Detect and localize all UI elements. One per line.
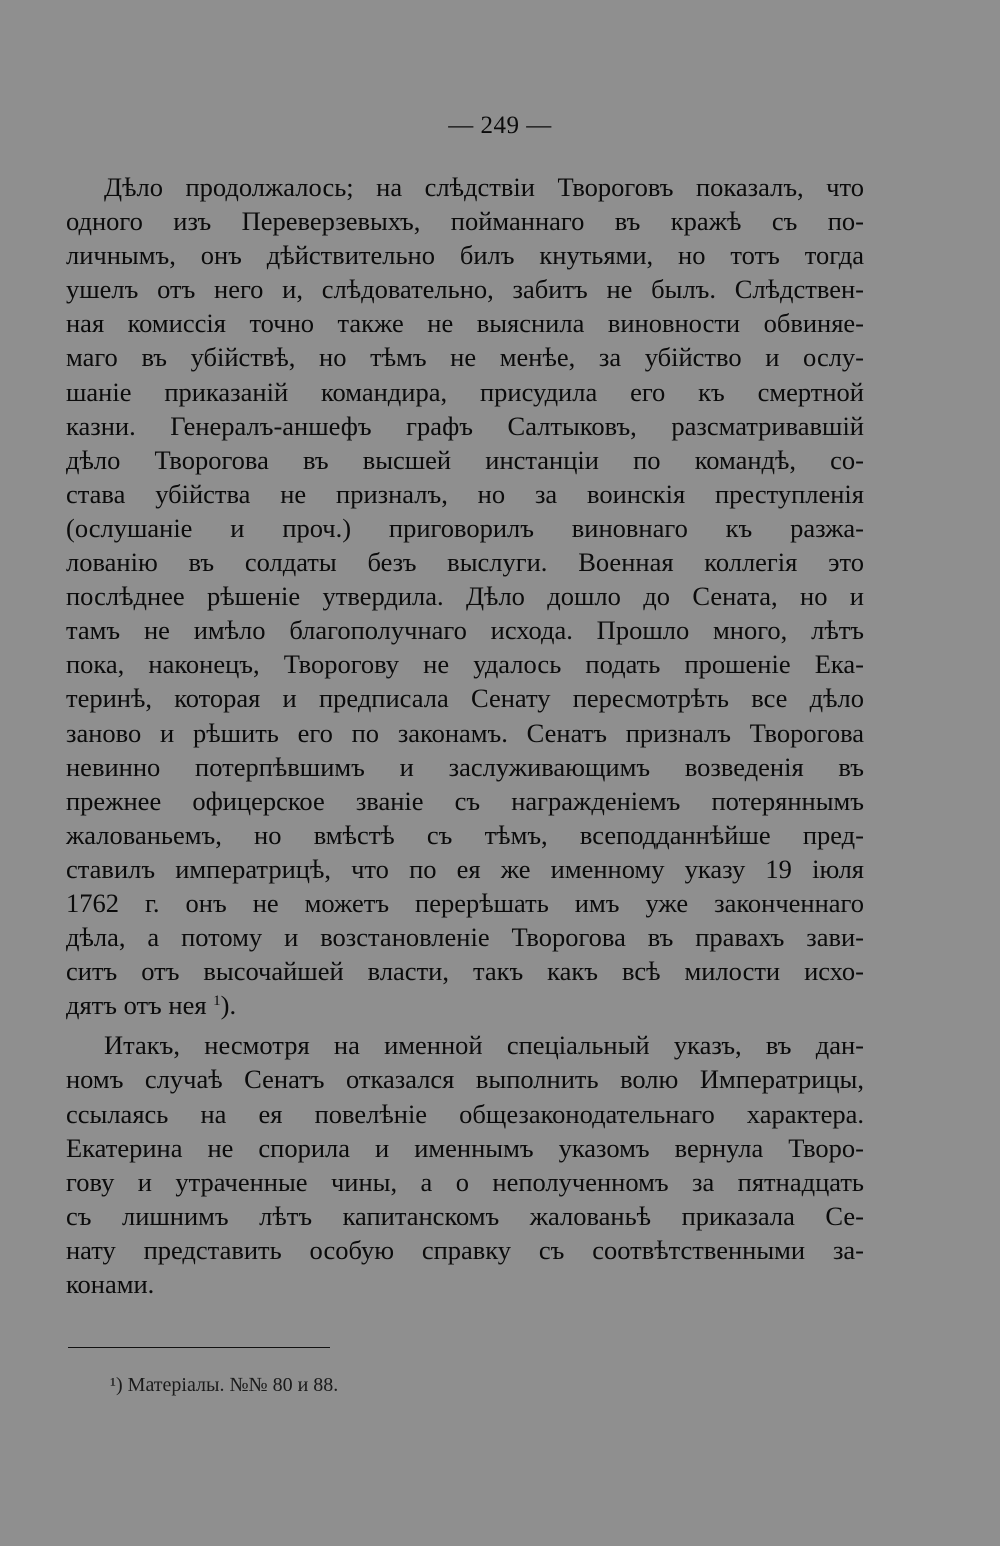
line-text: Екатерина не спорила и именнымъ указомъ вернула Творо- <box>66 1132 864 1163</box>
text-line <box>66 954 864 988</box>
line-text: теринѣ, которая и предписала Сенату пересмотрѣть все дѣло <box>66 683 864 714</box>
text-line <box>66 1199 864 1233</box>
line-text: ситъ отъ высочайшей власти, такъ какъ всѣ милости исхо- <box>66 956 864 987</box>
text-line <box>66 511 864 545</box>
line-text: лованію въ солдаты безъ выслуги. Военная коллегія это <box>66 547 864 578</box>
line-text: конами. <box>66 1269 155 1299</box>
text-line <box>66 1097 864 1131</box>
text-line <box>66 1028 864 1062</box>
text-line <box>66 477 864 511</box>
line-text: казни. Генералъ-аншефъ графъ Салтыковъ, разсматривавшій <box>66 410 864 441</box>
footnote-marker: ¹) <box>110 1374 123 1396</box>
line-text: съ лишнимъ лѣтъ капитанскомъ жалованьѣ приказала Се- <box>66 1200 864 1231</box>
text-line <box>66 886 864 920</box>
text-line <box>66 204 864 238</box>
line-text: Дѣло продолжалось; на слѣдствіи Твороговъ показалъ, что <box>104 172 864 202</box>
footnote-ref-closing: ). <box>220 990 237 1021</box>
line-text: номъ случаѣ Сенатъ отказался выполнить волю Императрицы, <box>66 1064 864 1095</box>
line-text: личнымъ, онъ дѣйствительно билъ кнутьями, но тотъ тогда <box>66 240 864 271</box>
line-text: ставилъ императрицѣ, что по ея же именному указу 19 іюля <box>66 853 864 884</box>
text-line <box>66 545 864 579</box>
text-line <box>66 1233 864 1267</box>
line-text: ушелъ отъ него и, слѣдовательно, забитъ не былъ. Слѣдствен- <box>66 274 864 305</box>
text-line <box>66 1165 864 1199</box>
line-text: послѣднее рѣшеніе утвердила. Дѣло дошло до Сената, но и <box>66 581 864 612</box>
line-text: шаніе приказаній командира, присудила его къ смертной <box>66 376 864 407</box>
footnote <box>110 1374 338 1397</box>
text-line <box>66 1267 864 1301</box>
text-line <box>66 340 864 374</box>
text-line <box>66 818 864 852</box>
line-text: дѣло Творогова въ высшей инстанціи по командѣ, со- <box>66 444 864 475</box>
text-line <box>66 306 864 340</box>
line-text: става убійства не призналъ, но за воинскія преступленія <box>66 478 864 509</box>
text-line <box>66 716 864 750</box>
body-text <box>66 170 864 1301</box>
line-text: тамъ не имѣло благополучнаго исхода. Прошло много, лѣтъ <box>66 615 864 646</box>
line-text: (ослушаніе и проч.) приговорилъ виновнаго къ разжа- <box>66 512 864 543</box>
line-text: 1762 г. онъ не можетъ перерѣшать имъ уже законченнаго <box>66 887 864 918</box>
line-text: ссылаясь на ея повелѣніе общезаконодательнаго характера. <box>66 1098 864 1129</box>
page-number: — 249 — <box>448 112 552 139</box>
line-text: невинно потерпѣвшимъ и заслуживающимъ возведенія въ <box>66 751 864 782</box>
text-line <box>66 375 864 409</box>
paragraph-2 <box>66 1028 864 1301</box>
text-line <box>66 988 864 1022</box>
line-text: пока, наконецъ, Творогову не удалось подать прошеніе Ека- <box>66 649 864 680</box>
line-text: одного изъ Переверзевыхъ, пойманнаго въ кражѣ съ по- <box>66 206 864 237</box>
line-text: гову и утраченные чины, а о неполученномъ за пятнадцать <box>66 1166 864 1197</box>
line-text: нату представить особую справку съ соотвѣтственными за- <box>66 1234 864 1265</box>
text-line <box>66 920 864 954</box>
text-line <box>66 443 864 477</box>
line-text: прежнее офицерское званіе съ награжденіемъ потеряннымъ <box>66 785 864 816</box>
footnote-text: Матеріалы. №№ 80 и 88. <box>127 1374 339 1396</box>
footnote-rule <box>68 1347 330 1348</box>
text-line <box>66 681 864 715</box>
line-text: Итакъ, несмотря на именной спеціальный указъ, въ дан- <box>104 1030 864 1061</box>
line-text: заново и рѣшить его по законамъ. Сенатъ призналъ Творогова <box>66 717 864 748</box>
text-line <box>66 1062 864 1096</box>
paragraph-1 <box>66 170 864 1022</box>
text-line <box>66 1131 864 1165</box>
line-text: маго въ убійствѣ, но тѣмъ не менѣе, за убійство и ослу- <box>66 342 864 373</box>
line-text: дѣла, а потому и возстановленіе Творогова въ правахъ зави- <box>66 922 864 953</box>
text-line <box>66 784 864 818</box>
line-text: ная комиссія точно также не выяснила виновности обвиняе- <box>66 308 864 339</box>
text-line <box>66 579 864 613</box>
footnote-reference[interactable]: 1 <box>213 993 221 1010</box>
text-line <box>66 272 864 306</box>
text-line <box>66 613 864 647</box>
text-line <box>66 409 864 443</box>
text-line <box>66 647 864 681</box>
text-line <box>66 238 864 272</box>
text-line <box>66 750 864 784</box>
text-line <box>66 852 864 886</box>
text-line <box>66 170 864 204</box>
line-text: дятъ отъ нея <box>66 990 207 1021</box>
line-text: жалованьемъ, но вмѣстѣ съ тѣмъ, всеподданнѣйше пред- <box>66 819 864 850</box>
